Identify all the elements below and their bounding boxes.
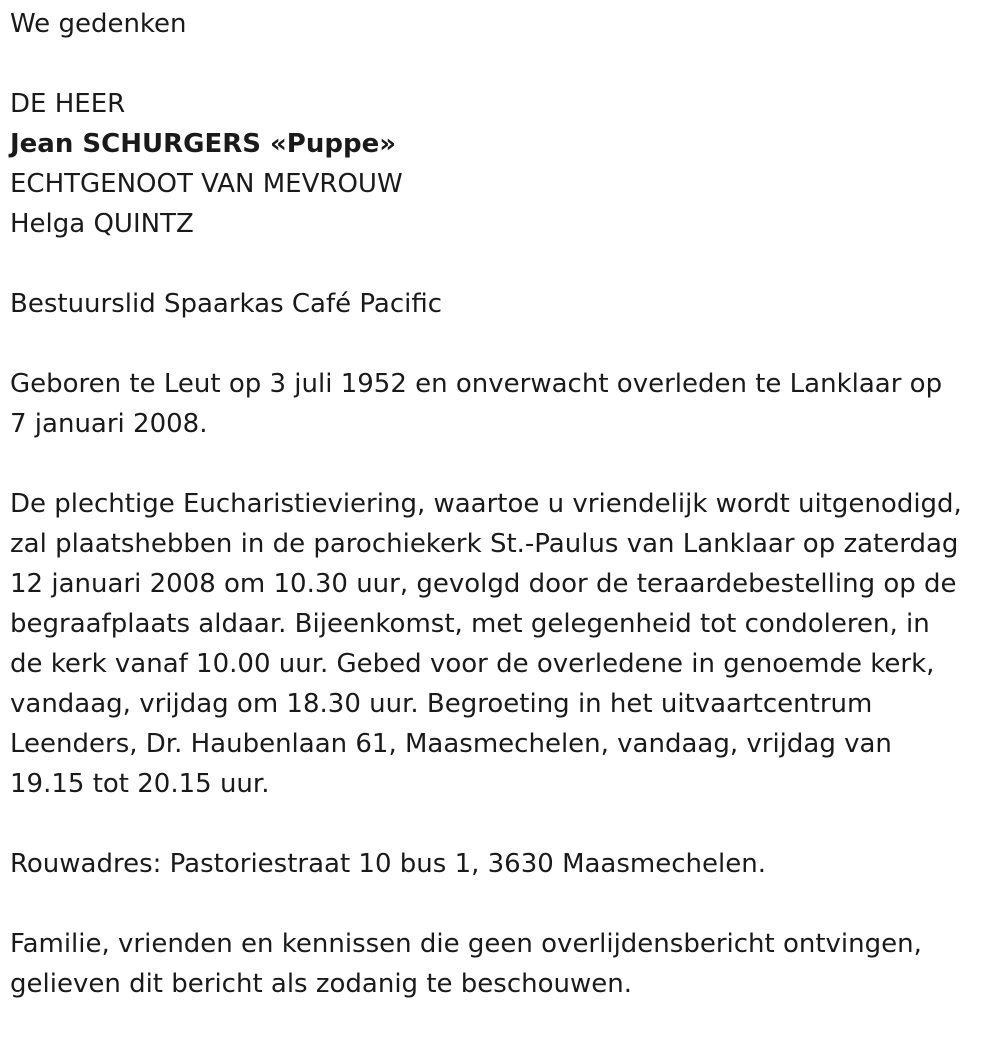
spacer <box>10 324 966 364</box>
address-paragraph: Rouwadres: Pastoriestraat 10 bus 1, 3630 Maasmechelen. <box>10 849 766 879</box>
role-text: Bestuurslid Spaarkas Café Pacific <box>10 289 443 319</box>
spacer <box>10 444 966 484</box>
deceased-name: Jean SCHURGERS «Puppe» <box>10 129 397 159</box>
spouse-name: Helga QUINTZ <box>10 209 194 239</box>
intro-text: We gedenken <box>10 9 187 39</box>
ceremony-paragraph: De plechtige Eucharistieviering, waartoe u vriendelijk wordt uitgenodigd, zal plaatshebben in de parochiekerk St.-Paulus van Lanklaar op zaterdag 12 januari 2008 om 10.30 uur, gevolgd door de teraardebestelling op de begraafplaats aldaar. Bijeenkomst, met gelegenheid tot condoleren, in de kerk vanaf 10.00 uur. Gebed voor de overledene in genoemde kerk, vandaag, vrijdag om 18.30 uur. Begroeting in het uitvaartcentrum Leenders, Dr. Haubenlaan 61, Maasmechelen, vandaag, vrijdag van 19.15 tot 20.15 uur. <box>10 489 962 799</box>
spacer <box>10 44 966 84</box>
spouse-label: ECHTGENOOT VAN MEVROUW <box>10 169 403 199</box>
spacer <box>10 244 966 284</box>
birth-death-paragraph: Geboren te Leut op 3 juli 1952 en onverwacht overleden te Lanklaar op 7 januari 2008. <box>10 369 943 439</box>
spacer <box>10 884 966 924</box>
spacer <box>10 804 966 844</box>
closing-paragraph: Familie, vrienden en kennissen die geen overlijdensbericht ontvingen, gelieven dit bericht als zodanig te beschouwen. <box>10 929 922 999</box>
honorific: DE HEER <box>10 89 126 119</box>
